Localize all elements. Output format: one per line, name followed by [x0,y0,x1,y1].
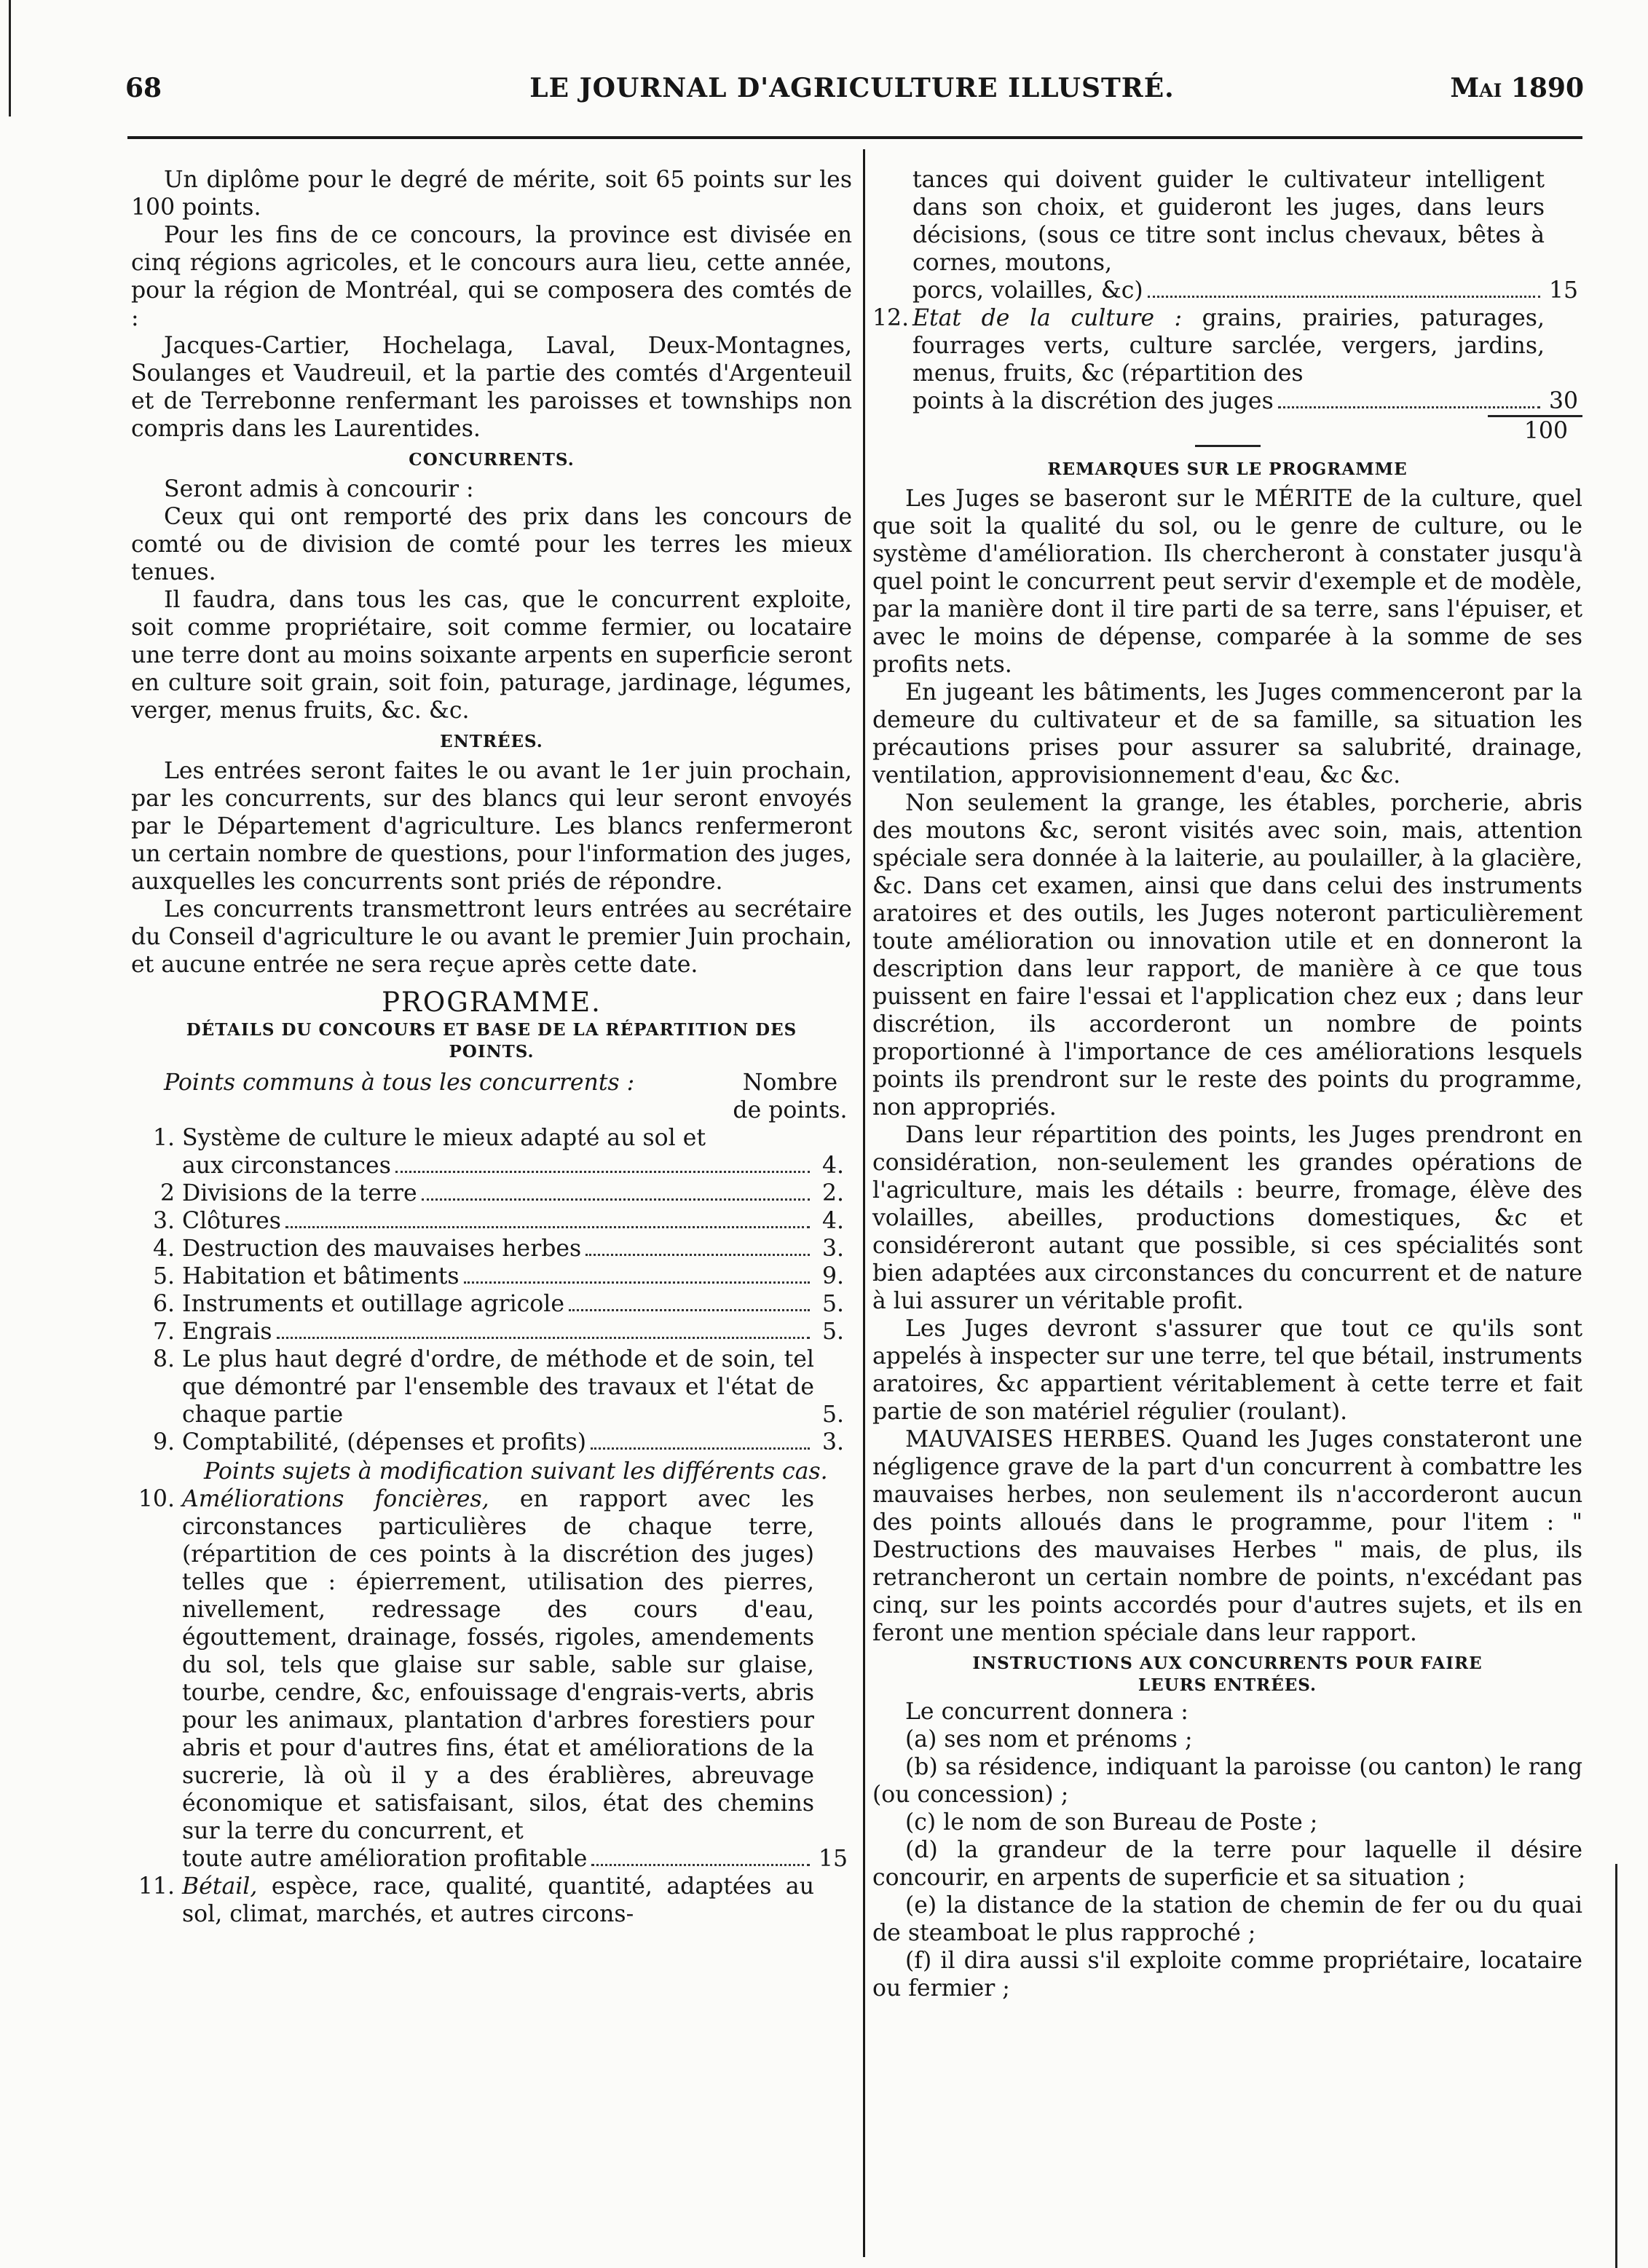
item-text-last: Habitation et bâtiments [182,1263,460,1289]
paragraph-mauvaises-herbes [872,1426,1582,1647]
item-points: 5. [821,1402,845,1428]
left-column [131,166,852,1928]
paragraph-exploite: Il faudra, dans tous les cas, que le concurrent exploite, soit comme propriétaire, soit comme fermier, ou locataire une terre dont au moins soixante arpents en superficie seront en culture soit grain, soit foin, paturage, jardinage, légumes, verger, menus fruits, &c. &c. [131,587,852,724]
paragraph-repartition: Dans leur répartition des points, les Juges prendront en considération, non-seulement les grandes opérations de l'agriculture, mais les détails : beurre, fromage, élève des volailles, abeilles, productions domestiques, &c et considéreront autant que possible, si ces spécialités sont bien adaptées aux circonstances du concurrent et de nature à lui assurer un véritable profit. [872,1122,1582,1314]
leader-dots [591,1447,810,1450]
section-divider [1195,445,1261,447]
item-number: 3. [152,1208,175,1234]
item-points: 15 [818,1846,848,1872]
programme-item-12 [872,304,1582,415]
programme-item [131,1263,852,1290]
journal-title: LE JOURNAL D'AGRICULTURE ILLUSTRÉ. [529,73,1175,103]
heading-remarques: REMARQUES SUR LE PROGRAMME [1047,459,1408,479]
item-number: 4. [152,1236,175,1262]
paragraph-prix: Ceux qui ont remporté des prix dans les concours de comté ou de division de comté pour les terres les mieux tenues. [131,504,852,585]
points-communs-label: Points communs à tous les concurrents : [164,1070,635,1096]
item-points: 9. [821,1263,845,1289]
paragraph-transmettront: Les concurrents transmettront leurs entrées au secrétaire du Conseil d'agriculture le ou avant le premier Juin prochain, et aucune entrée ne sera reçue après cette date. [131,896,852,978]
item-text-last: Destruction des mauvaises herbes [182,1236,582,1262]
paragraph-comtes: Jacques-Cartier, Hochelaga, Laval, Deux-Montagnes, Soulanges et Vaudreuil, et la partie des comtés d'Argenteuil et de Terrebonne renfermant les paroisses et townships non compris dans les Laurentides. [131,333,852,442]
right-column [872,166,1582,2002]
item-number: 8. [152,1346,175,1372]
leader-dots [591,1864,810,1866]
paragraph-admis: Seront admis à concourir : [164,476,474,502]
item-points: 4. [821,1153,845,1179]
item-points: 15 [1548,277,1579,304]
item-points: 5. [821,1319,845,1345]
leader-dots [285,1226,810,1228]
programme-item-11-continued [872,166,1582,304]
item-points: 3. [821,1429,845,1455]
instruction-a: (a) ses nom et prénoms ; [905,1726,1193,1753]
page-number: 68 [125,73,162,103]
instruction-d: (d) la grandeur de la terre pour laquelle il désire concourir, en arpents de superficie et sa situation ; [872,1837,1582,1891]
instruction-f: (f) il dira aussi s'il exploite comme propriétaire, locataire ou fermier ; [872,1948,1582,2002]
programme-item-10 [131,1485,852,1873]
item-text-last: aux circonstances [182,1153,391,1179]
item-text-last: points à la discrétion des juges [912,388,1274,414]
leader-dots [395,1171,810,1173]
item-text-last: Clôtures [182,1208,281,1234]
points-header-row [131,1069,852,1124]
heading-instructions: INSTRUCTIONS AUX CONCURRENTS POUR FAIRE LEURS ENTRÉES. [972,1653,1483,1695]
programme-item [131,1124,852,1180]
programme-item-11 [131,1873,852,1928]
item-text: Système de culture le mieux adapté au sol et [182,1125,706,1151]
leader-dots [1278,406,1540,408]
item-lead: Bétail, [182,1873,258,1900]
column-divider [863,149,865,2257]
item-number: 6. [152,1291,175,1317]
instruction-c: (c) le nom de son Bureau de Poste ; [905,1809,1318,1836]
page-header [117,73,1588,116]
item-text-last: Divisions de la terre [182,1180,417,1206]
paragraph-grange: Non seulement la grange, les étables, porcherie, abris des moutons &c, seront visités avec soin, mais, attention spéciale sera donnée à la laiterie, au poulailler, à la glacière, &c. Dans cet examen, ainsi que dans celui des instruments aratoires et des outils, les Juges noteront particulièrement toute amélioration ou innovation utile et en donneront la description dans leur rapport, de manière à ce que tous puissent en faire l'essai et l'application chez eux ; dans leur discrétion, ils accorderont un nombre de points proportionné à l'importance de ces améliorations lesquels points ils prendront sur le reste des points du programme, non appropriés. [872,790,1582,1121]
item-lead: Améliorations foncières, [182,1486,489,1512]
item-text-last: porcs, volailles, &c) [912,277,1143,304]
mauvaises-herbes-lead: MAUVAISES HERBES. [905,1426,1172,1453]
programme-item [131,1429,852,1456]
programme-items [131,1124,852,1456]
programme-item [131,1318,852,1346]
leader-dots [277,1337,810,1339]
item-text-last: Comptabilité, (dépenses et profits) [182,1429,587,1455]
item-points: 30 [1548,388,1579,414]
item-number: 12. [872,305,910,331]
item-number: 9. [152,1429,175,1455]
heading-entrees: ENTRÉES. [440,732,543,751]
item-text: espèce, race, qualité, quantité, adaptées au sol, climat, marchés, et autres circons- [182,1873,814,1927]
programme-item [131,1235,852,1263]
item-text: grains, prairies, paturages, fourrages verts, culture sarclée, vergers, jardins, menus, fruits, &c (répartition des [912,305,1545,387]
paragraph-diplome: Un diplôme pour le degré de mérite, soit 65 points sur les 100 points. [131,167,852,221]
instruction-b: (b) sa résidence, indiquant la paroisse (ou canton) le rang (ou concession) ; [872,1754,1582,1808]
mauvaises-herbes-text: Quand les Juges constateront une négligence grave de la part d'un concurrent à combattre les mauvaises herbes, non seulement ils n'accorderont aucun des points alloués dans le programme, pour l'item : " Destructions des mauvaises Herbes " mais, de plus, ils retrancheront un certain nombre de points, n'excédant pas cinq, sur les points accordés pour d'autres sujets, et ils en feront une mention spéciale dans leur rapport. [872,1426,1582,1646]
leader-dots [464,1281,810,1284]
item-number: 1. [152,1125,175,1151]
programme-title: PROGRAMME. [382,987,602,1018]
right-binding-rule [1615,1864,1617,2268]
item-number: 10. [138,1486,175,1512]
item-number: 11. [138,1873,175,1900]
programme-subtitle: DÉTAILS DU CONCOURS ET BASE DE LA RÉPARTITION DES POINTS. [186,1020,797,1062]
issue-date: Mai 1890 [1450,73,1584,103]
item-lead: Etat de la culture : [912,305,1183,331]
header-rule [127,136,1582,139]
nombre-points-label: Nombre de points. [733,1070,848,1123]
programme-item [131,1180,852,1207]
instruction-intro: Le concurrent donnera : [905,1699,1188,1725]
leader-dots [1148,296,1540,298]
item-text: Le plus haut degré d'ordre, de méthode et de soin, tel que démontré par l'ensemble des travaux et l'état de chaque partie [182,1346,814,1428]
item-points: 4. [821,1208,845,1234]
paragraph-inspecter: Les Juges devront s'assurer que tout ce qu'ils sont appelés à inspecter sur une terre, tel que bétail, instruments aratoires, &c appartient véritablement à cette terre et fait partie de son matériel régulier (roulant). [872,1316,1582,1425]
heading-concurrents: CONCURRENTS. [409,450,575,470]
item-text: en rapport avec les circonstances particulières de chaque terre, (répartition de ces points à la discrétion des juges) telles que : épierrement, utilisation des pierres, nivellement, redressage des cours d'eau, égouttement, drainage, fossés, rigoles, amendements du sol, tels que glaise sur sable, sable sur glaise, tourbe, cendre, &c, enfouissage d'engrais-verts, abris pour les animaux, plantation d'arbres forestiers pour abris et pour d'autres fins, état et améliorations de la sucrerie, là où il y a des érablières, abreuvage économique et satisfaisant, silos, état des chemins sur la terre du concurrent, et [182,1486,814,1844]
points-sujets-label: Points sujets à modification suivant les différents cas. [204,1458,828,1485]
leader-dots [569,1309,810,1311]
left-binding-rule [9,0,11,116]
item-text-last: Engrais [182,1319,272,1345]
programme-item [131,1346,852,1429]
points-total: 100 [1523,418,1568,444]
instruction-e: (e) la distance de la station de chemin de fer ou du quai de steamboat le plus rapproché ; [872,1892,1582,1946]
item-text: tances qui doivent guider le cultivateur intelligent dans son choix, et guideront les juges, dans leurs décisions, (sous ce titre sont inclus chevaux, bêtes à cornes, moutons, [912,167,1545,276]
item-points: 3. [821,1236,845,1262]
programme-item [131,1207,852,1235]
paragraph-entrees: Les entrées seront faites le ou avant le 1er juin prochain, par les concurrents, sur des blancs qui leur seront envoyés par le Département d'agriculture. Les blancs renfermeront un certain nombre de questions, pour l'information des juges, auxquelles les concurrents sont priés de répondre. [131,758,852,895]
item-points: 2. [821,1180,845,1206]
item-text-last: toute autre amélioration profitable [182,1846,588,1872]
programme-item [131,1290,852,1318]
item-points: 5. [821,1291,845,1317]
item-text-last: Instruments et outillage agricole [182,1291,564,1317]
leader-dots [422,1198,810,1201]
leader-dots [586,1254,810,1256]
paragraph-batiments: En jugeant les bâtiments, les Juges commenceront par la demeure du cultivateur et de sa famille, sa situation les précautions prises pour assurer sa salubrité, drainage, ventilation, approvisionnement d'eau, &c &c. [872,679,1582,789]
item-number: 5. [152,1263,175,1289]
item-number: 7. [152,1319,175,1345]
paragraph-merite: Les Juges se baseront sur le MÉRITE de la culture, quel que soit la qualité du sol, ou le genre de culture, ou le système d'amélioration. Ils chercheront à constater jusqu'à quel point le concurrent peut servir d'exemple et de modèle, par la manière dont il tire parti de sa terre, sans l'épuiser, et avec le moins de dépense, comparée à la somme de ses profits nets. [872,486,1582,678]
item-number: 2 [159,1180,175,1206]
paragraph-regions: Pour les fins de ce concours, la province est divisée en cinq régions agricoles, et le concours aura lieu, cette année, pour la région de Montréal, qui se composera des comtés de : [131,222,852,331]
